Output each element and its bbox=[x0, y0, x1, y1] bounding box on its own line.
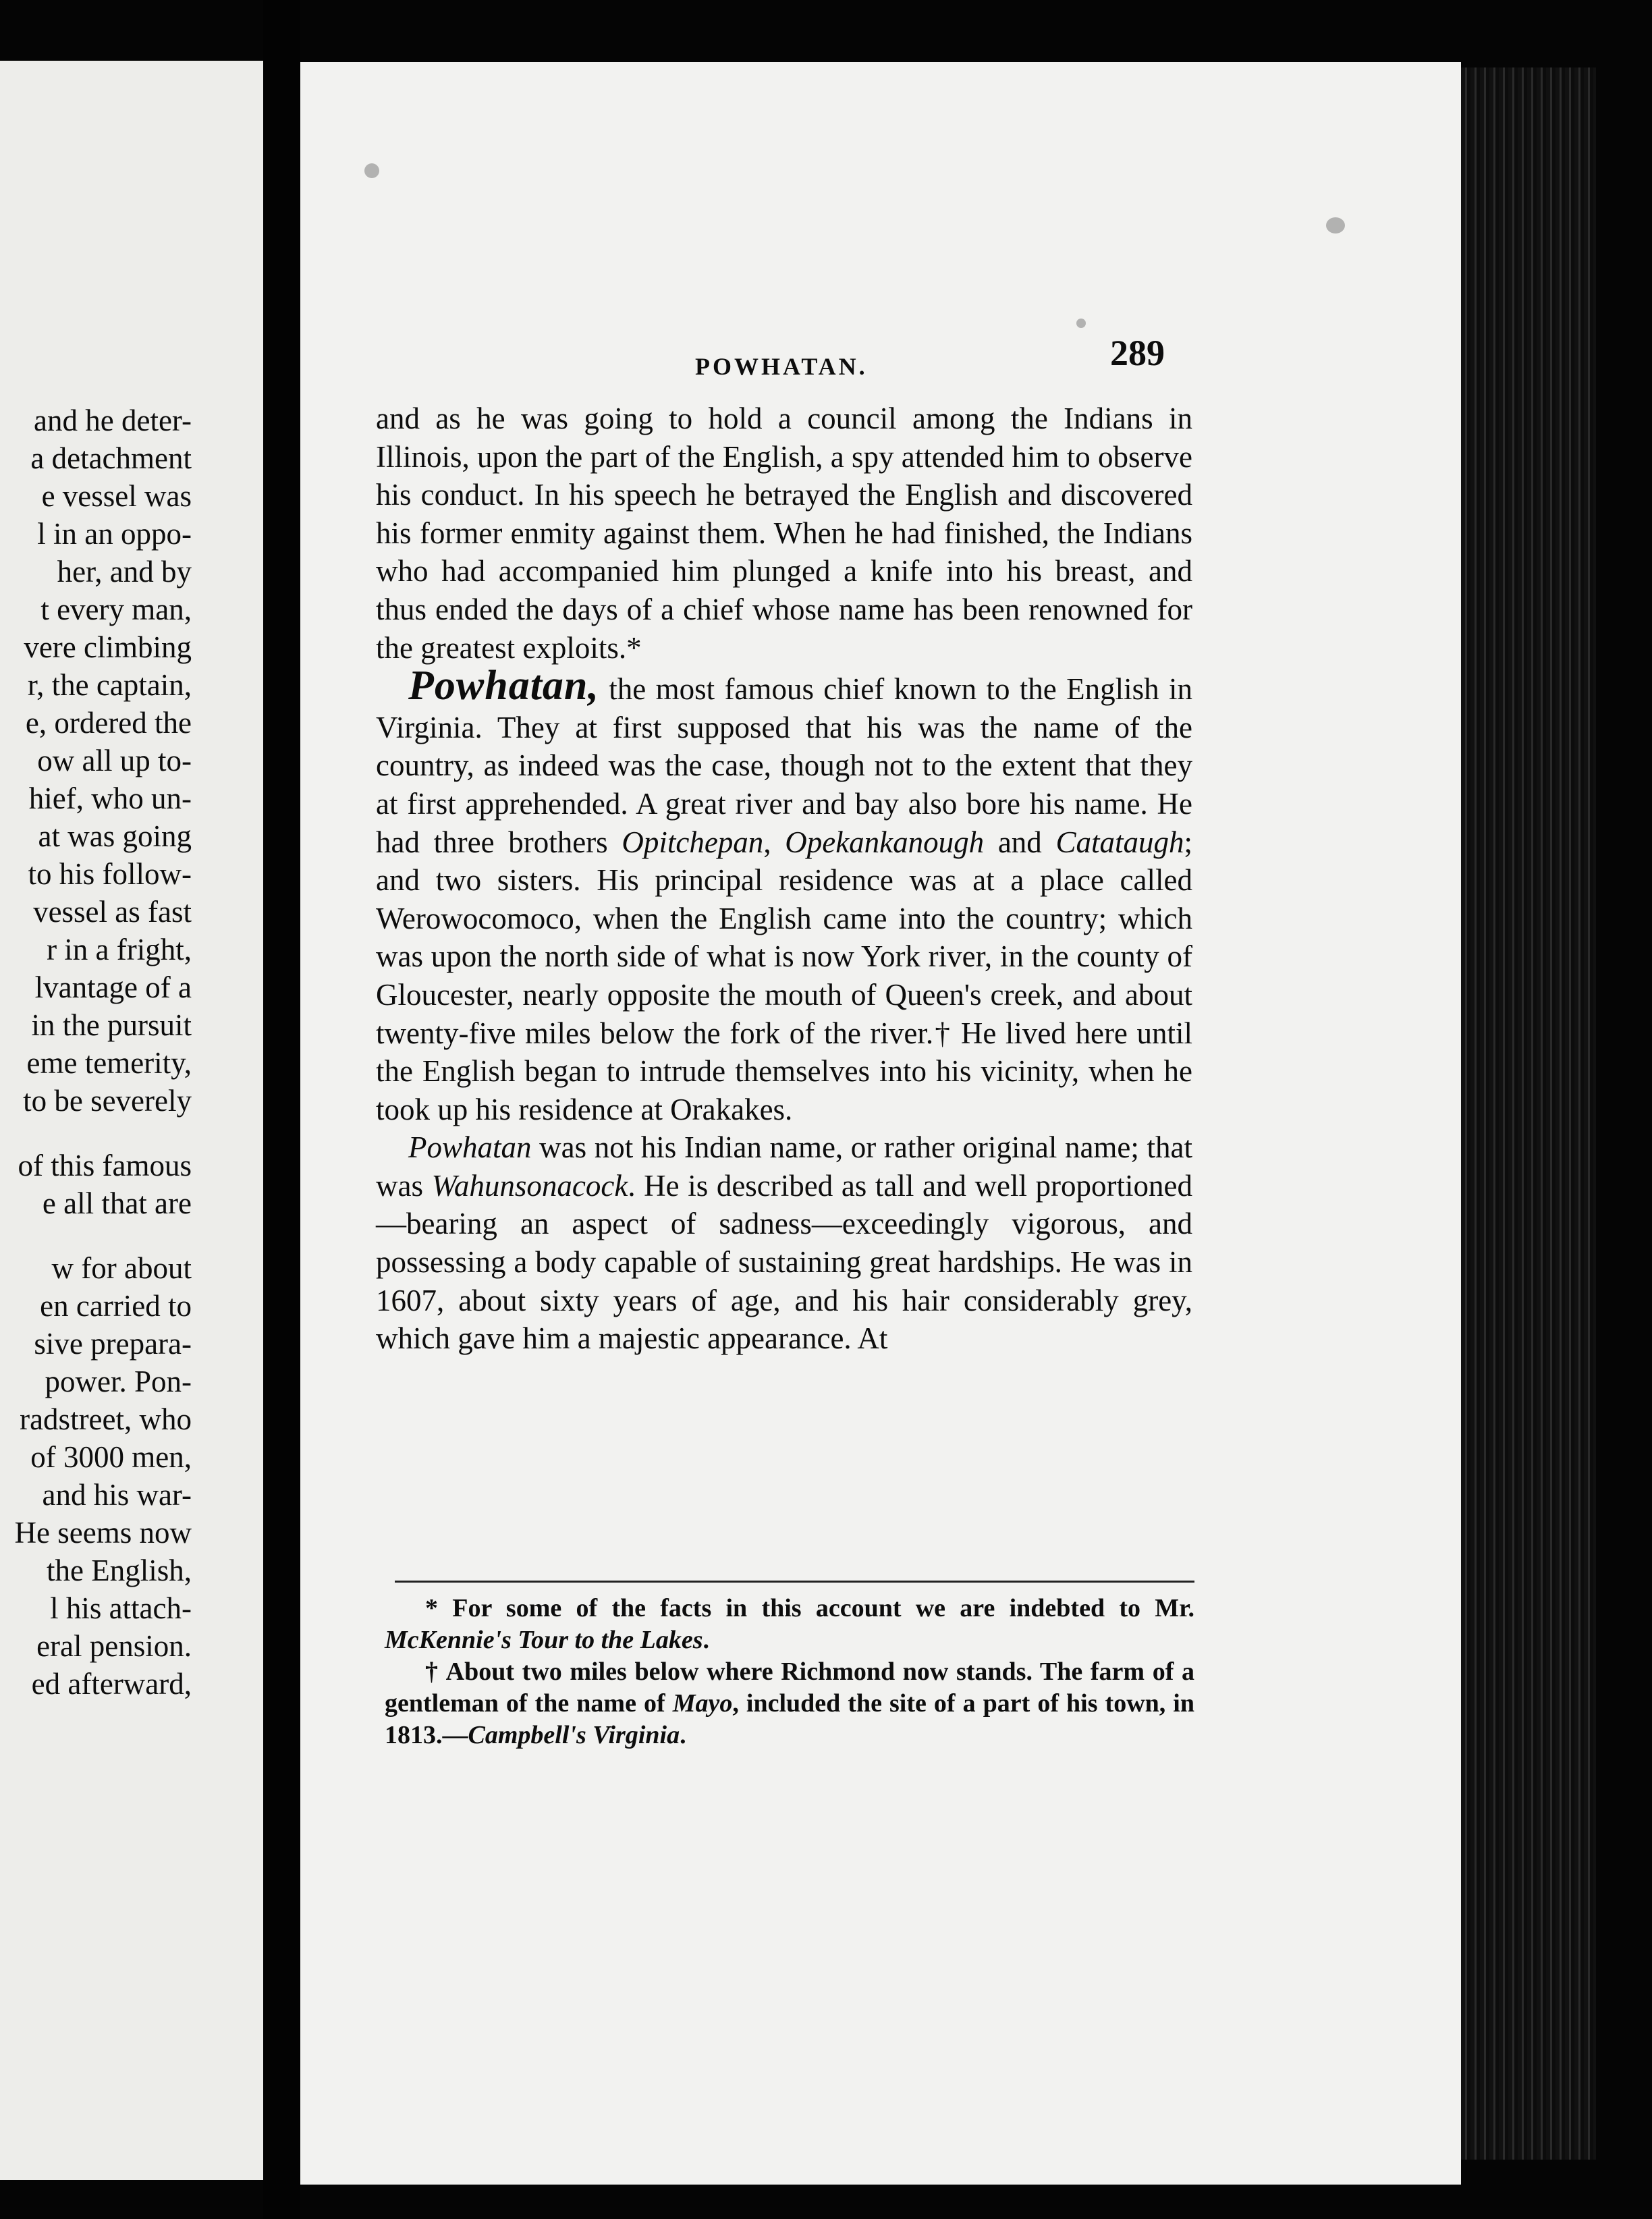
book-gutter bbox=[263, 0, 300, 2219]
left-page-line: l in an oppo- bbox=[37, 517, 192, 551]
separator-1: , bbox=[763, 825, 786, 859]
footnote-2-text-a: † About two miles below where Richmond now stands. The farm of a gentleman of the name of bbox=[385, 1658, 1194, 1718]
left-page-line: power. Pon- bbox=[45, 1365, 192, 1398]
page-block-edge bbox=[1461, 67, 1596, 2160]
footnote-2-source: Campbell's Virginia bbox=[468, 1721, 680, 1749]
running-head: POWHATAN. bbox=[695, 353, 868, 380]
paper-speck bbox=[1076, 319, 1086, 328]
left-page-line: eral pension. bbox=[36, 1629, 192, 1663]
page-number: 289 bbox=[1110, 333, 1165, 373]
left-page-line: r in a fright, bbox=[47, 933, 192, 966]
footnote-1 bbox=[385, 1593, 1194, 1656]
left-page-line: vere climbing bbox=[24, 630, 192, 664]
left-page-line: the English, bbox=[47, 1554, 192, 1587]
paper-speck bbox=[364, 163, 379, 178]
right-page bbox=[300, 62, 1461, 2185]
left-page-text bbox=[0, 402, 192, 1703]
left-page-line: en carried to bbox=[40, 1289, 192, 1323]
footnote-1-text-a: * For some of the facts in this account we are indebted to Mr. bbox=[425, 1594, 1194, 1622]
left-page-line: e, ordered the bbox=[25, 706, 192, 740]
left-page-line: hief, who un- bbox=[28, 782, 192, 815]
wahunsonacock-name: Wahunsonacock bbox=[431, 1168, 628, 1203]
powhatan-heading: Powhatan, bbox=[408, 663, 599, 709]
body-text bbox=[376, 400, 1192, 1358]
left-page-line: and his war- bbox=[42, 1478, 192, 1512]
paragraph-2-text-a: the most famous chief known to the English in Virginia. They at first supposed that his was the name of the country, as indeed was the case, though not to the extent that they at first apprehended. A great river and bay also bore his name. He had three brothers bbox=[376, 672, 1192, 859]
paragraph-3 bbox=[376, 1128, 1192, 1358]
brother-catataugh: Catataugh bbox=[1055, 825, 1184, 859]
left-page-line: e all that are bbox=[42, 1186, 192, 1220]
separator-2: and bbox=[984, 825, 1056, 859]
left-page-line: vessel as fast bbox=[33, 895, 192, 929]
left-page-line: sive prepara- bbox=[34, 1327, 192, 1361]
left-facing-page bbox=[0, 61, 263, 2180]
left-page-line: e vessel was bbox=[41, 479, 192, 513]
footnote-divider bbox=[395, 1581, 1194, 1583]
left-page-line: r, the captain, bbox=[27, 668, 192, 702]
powhatan-name: Powhatan bbox=[408, 1130, 532, 1165]
left-page-line: t every man, bbox=[40, 593, 192, 626]
paragraph-3-text-b: . He is described as tall and well proportioned—bearing an aspect of sadness—exceedingly vigorous, and possessing a body capable of sustaining great hardships. He was in 1607, about sixty years of age, and his hair considerably grey, which gave him a majestic appearance. At bbox=[376, 1168, 1192, 1356]
brother-opitchepan: Opitchepan bbox=[622, 825, 764, 859]
brother-opekankanough: Opekankanough bbox=[785, 825, 985, 859]
left-page-line: eme temerity, bbox=[26, 1046, 192, 1080]
paragraph-3-text-a: was not his Indian name, or rather original name; that was bbox=[376, 1130, 1192, 1203]
left-page-line: l his attach- bbox=[50, 1591, 192, 1625]
left-page-line: of this famous bbox=[18, 1149, 192, 1182]
left-page-line: ed afterward, bbox=[31, 1667, 192, 1701]
footnote-1-source: McKennie's Tour to the Lakes bbox=[385, 1626, 703, 1654]
left-page-line: w for about bbox=[51, 1251, 192, 1285]
footnote-2 bbox=[385, 1656, 1194, 1751]
left-page-line: a detachment bbox=[30, 441, 192, 475]
left-page-line: of 3000 men, bbox=[30, 1440, 192, 1474]
left-page-line: at was going bbox=[38, 819, 192, 853]
footnote-2-text-c: . bbox=[680, 1721, 686, 1749]
paper-speck bbox=[1326, 217, 1345, 234]
left-page-line: lvantage of a bbox=[34, 970, 192, 1004]
paragraph-2 bbox=[376, 663, 1192, 1128]
left-page-line: He seems now bbox=[14, 1516, 192, 1550]
left-page-line: ow all up to- bbox=[37, 744, 192, 777]
footnotes bbox=[385, 1593, 1194, 1751]
footnote-2-mayo: Mayo bbox=[672, 1689, 733, 1718]
footnote-2-text-b: , included the site of a part of his town, in 1813.— bbox=[385, 1689, 1194, 1749]
paragraph-2-text-c: ; and two sisters. His principal residence was at a place called Werowocomoco, when the English came into the country; which was upon the north side of what is now York river, in the county of Gloucester, nearly opposite the mouth of Queen's creek, and about twenty-five miles below the fork of the river.† He lived here until the English began to intrude themselves into his vicinity, when he took up his residence at Orakakes. bbox=[376, 825, 1192, 1126]
left-page-line: in the pursuit bbox=[31, 1008, 192, 1042]
left-page-line: and he deter- bbox=[34, 404, 192, 437]
left-page-line: her, and by bbox=[57, 555, 192, 588]
paragraph-1: and as he was going to hold a council among the Indians in Illinois, upon the part of the English, a spy attended him to observe his conduct. In his speech he betrayed the English and discovered his former enmity against them. When he had finished, the Indians who had accompanied him plunged a knife into his breast, and thus ended the days of a chief whose name has been renowned for the greatest exploits.* bbox=[376, 402, 1192, 665]
left-page-line: to his follow- bbox=[28, 857, 192, 891]
left-page-line: radstreet, who bbox=[20, 1402, 192, 1436]
footnote-1-text-b: . bbox=[703, 1626, 710, 1654]
left-page-line: to be severely bbox=[23, 1084, 192, 1118]
page-header bbox=[300, 332, 1461, 386]
